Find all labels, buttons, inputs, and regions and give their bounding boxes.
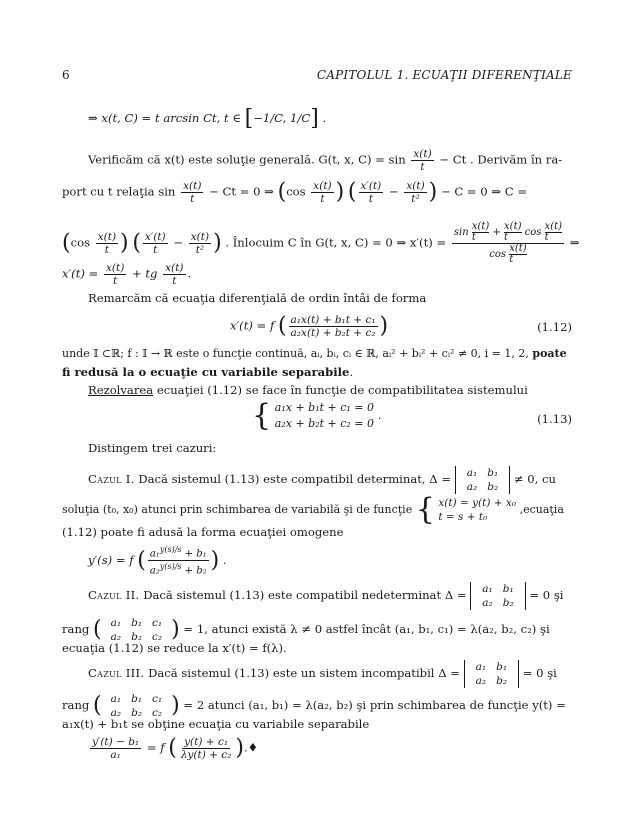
line-9: Rezolvarea ecuaţiei (1.12) se face în funcţie de compatibilitatea sistemului: [88, 383, 528, 397]
running-title: CAPITOLUL 1. ECUAŢII DIFERENŢIALE: [316, 68, 572, 82]
equation-label-1-12: (1.12): [537, 320, 572, 334]
line-7: unde 𝕀 ⊂ℝ; f : 𝕀 → ℝ este o funcţie continuă, aᵢ, bᵢ, cᵢ ∈ ℝ, aᵢ² + bᵢ² + cᵢ² ≠ 0, i = 1, 2, poate: [62, 347, 567, 360]
line-13: (1.12) poate fi adusă la forma ecuaţiei omogene: [62, 525, 344, 539]
line-2: Verificăm că x(t) este soluţie generală. G(t, x, C) = sin $\frac{x(t)}{t}$ − Ct . Derivăm în ra-: [88, 148, 563, 173]
equation-label-1-13: (1.13): [537, 412, 572, 426]
line-12: soluţia (t₀, x₀) atunci prin schimbarea de variabilă şi de funcţie { x(t) = y(t) + x₀ t = s + t₀ ,ecuaţia: [62, 492, 564, 527]
line-19: rang ( a₁ b₁ c₁ a₂ b₂ c₂ ) = 2 atunci (a₁, b₁) = λ(a₂, b₂) şi prin schimbarea de funcţie y(t) =: [62, 693, 566, 719]
equation-1-13: { a₁x + b₁t + c₁ = 0 a₂x + b₂t + c₂ = 0 .: [252, 398, 382, 433]
line-16: rang ( a₁ b₁ c₁ a₂ b₂ c₂ ) = 1, atunci există λ ≠ 0 astfel încât (a₁, b₁, c₁) = λ(a₂, b₂, c₂) şi: [62, 617, 550, 643]
line-10: Distingem trei cazuri:: [88, 441, 217, 455]
case-1: Cazul I. Dacă sistemul (1.13) este compatibil determinat, Δ = a₁ b₁ a₂ b₂ ≠ 0, cu: [88, 467, 556, 493]
page-number: 6: [62, 68, 70, 82]
line-8: fi redusă la o ecuaţie cu variabile separabile.: [62, 365, 354, 379]
line-14: y′(s) = f ( $\frac{a_1^{y(s)/s} + b_1}{a_2^{y(s)/s} + b_2}$ ) .: [88, 545, 227, 577]
case-3: Cazul III. Dacă sistemul (1.13) este un sistem incompatibil Δ = a₁ b₁ a₂ b₂ = 0 şi: [88, 661, 557, 687]
case-2: Cazul II. Dacă sistemul (1.13) este compatibil nedeterminat Δ = a₁ b₁ a₂ b₂ = 0 şi: [88, 583, 564, 609]
line-4: (cos $\frac{x(t)}{t}$ ) ( $\frac{x'(t)}{t}$ − $\frac{x(t)}{\text{t²}}$ ) . Înlocuim C în G(t, x, C) = 0 ⇒ x′(t) = sin $\frac{x(t)}{t}$ + $\frac{x(t)}{t}$ cos $\frac{x(t)}{t}$ cos $\frac{x(t)}{t}$ ⇒: [62, 221, 580, 265]
line-1: ⇒ x(t, C) = t arcsin Ct, t ∈ [−1/C, 1/C] .: [88, 106, 327, 131]
line-6: Remarcăm că ecuaţia diferenţială de ordin întâi de forma: [88, 291, 427, 305]
page-header: [62, 68, 572, 82]
line-17: ecuaţia (1.12) se reduce la x′(t) = f(λ).: [62, 641, 287, 655]
equation-1-12: x′(t) = f ( $\frac{\text{a₁x(t) + b₁t + c₁}}{\text{a₂x(t) + b₂t + c₂}}$ ): [230, 313, 389, 339]
line-3: port cu t relaţia sin $\frac{x(t)}{t}$ − Ct = 0 ⇒ (cos $\frac{x(t)}{t}$ ) ( $\frac{x'(t)}{t}$ − $\frac{x(t)}{\text{t²}}$ ) − C = 0 ⇒ C =: [62, 179, 528, 205]
line-20: a₁x(t) + b₁t se obţine ecuaţia cu variabile separabile: [62, 717, 370, 731]
line-21: $\frac{\text{y′(t) − b₁}}{\text{a₁}}$ = f ( $\frac{\text{y(t) + c₁}}{\text{λy(t) + c₂}}$ ).♦: [92, 735, 259, 761]
line-5: x′(t) = $\frac{x(t)}{t}$ + tg $\frac{x(t)}{t}$ .: [62, 262, 192, 287]
